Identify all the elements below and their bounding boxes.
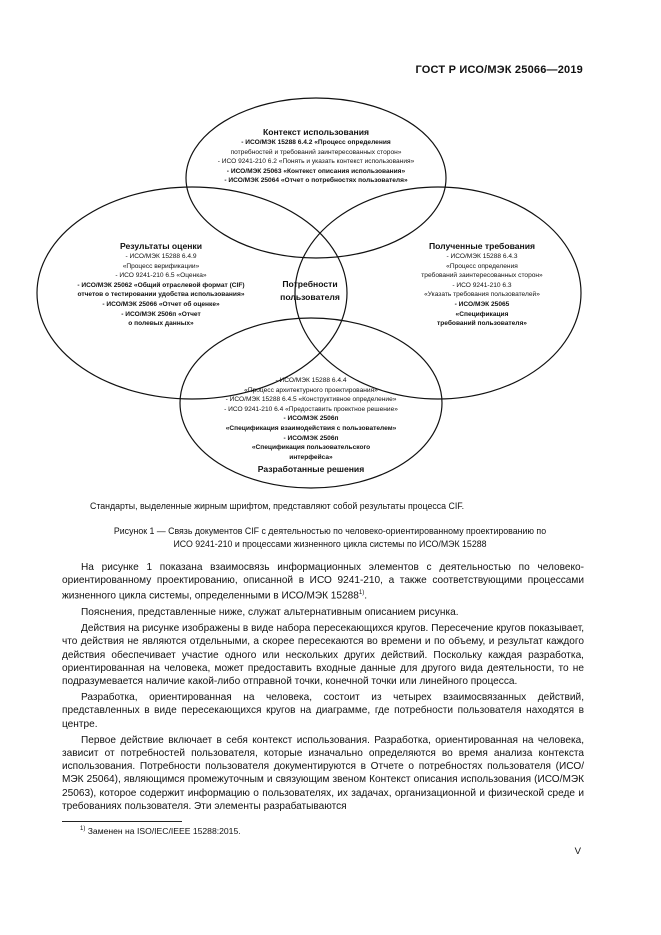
paragraph: Пояснения, представленные ниже, служат альтернативным описанием рисунка. [81, 606, 459, 618]
requirements-line: «Указать требования пользователей» [424, 291, 540, 299]
context-line: - ИСО/МЭК 25064 «Отчет о потребностях пользователя» [224, 177, 408, 185]
evaluation-results-title: Результаты оценки [119, 241, 203, 251]
design-line: - ИСО 9241-210 6.4 «Предоставить проектное решение» [224, 405, 398, 413]
design-line: - ИСО/МЭК 2506п [283, 434, 339, 442]
document-header: ГОСТ Р ИСО/МЭК 25066—2019 [415, 64, 583, 76]
design-line: - ИСО/МЭК 15288 6.4.4 [275, 377, 347, 384]
design-solutions-title: Разработанные решения [257, 464, 365, 475]
body-text [62, 561, 584, 816]
design-line: «Спецификация пользовательского [251, 444, 371, 452]
requirements-line: требований пользователя» [437, 320, 527, 328]
footnote-divider [62, 821, 182, 822]
evaluation-line: отчетов о тестировании удобства использования» [77, 291, 245, 299]
design-line: интерфейса» [289, 453, 333, 461]
paragraph [62, 561, 584, 603]
paragraph-text: На рисунке 1 показана взаимосвязь информационных элементов с деятельностью по человеко-ориентированному проектированию, описанной в ИСО 9241-210, а также соответствующими процессами жизненного цикла системы, определенными в ИСО/МЭК 15288 [62, 562, 584, 602]
page-number: V [574, 846, 581, 857]
footnote-ref: 1) [358, 590, 365, 597]
paragraph: Первое действие включает в себя контекст использования. Разработка, ориентированная на человека, зависит от потребностей пользователя, которые изначально определяются во время анализа контекста использования. Потребности пользователя документируются в Отчете о потребностях пользователя (ИСО/МЭК 25064), являющимся промежуточным и связующим звеном Контекст описания использования (ИСО/МЭК 25063), которое содержит информацию о пользователях, их задачах, организационной и физической среде и требованиях пользователя. Эти элементы разрабатываются [62, 734, 584, 812]
paragraph: Разработка, ориентированная на человека, состоит из четырех взаимосвязанных действий, представленных в виде пересекающихся кругов на диаграмме, где потребности пользователя находятся в центре. [62, 692, 584, 730]
design-line: - ИСО/МЭК 15288 6.4.5 «Конструктивное определение» [225, 396, 397, 404]
caption-line: Рисунок 1 — Связь документов CIF с деятельностью по человеко-ориентированному проектированию по [113, 526, 547, 536]
evaluation-line: - ИСО/МЭК 25062 «Общий отраслевой формат (CIF) [77, 281, 245, 289]
requirements-line: требований заинтересованных сторон» [421, 272, 543, 280]
center-label-line: пользователя [280, 292, 340, 302]
evaluation-line: - ИСО 9241-210 6.5 «Оценка» [115, 272, 207, 280]
paragraph-end: . [364, 590, 368, 602]
figure-note: Стандарты, выделенные жирным шрифтом, представляют собой результаты процесса CIF. [90, 501, 465, 511]
evaluation-line: - ИСО/МЭК 15288 6.4.9 [125, 253, 197, 260]
context-of-use-title: Контекст использования [262, 127, 369, 137]
requirements-line: «Спецификация [455, 310, 509, 318]
evaluation-results-block [36, 240, 286, 329]
context-line: - ИСО 9241-210 6.2 «Понять и указать контекст использования» [217, 158, 415, 166]
design-line: «Процесс архитектурного проектирования» [244, 386, 378, 394]
requirements-line: - ИСО/МЭК 25065 [454, 300, 510, 308]
design-line: - ИСО/МЭК 2506п [283, 415, 339, 423]
requirements-line: - ИСО/МЭК 15288 6.4.3 [446, 253, 518, 260]
requirements-line: - ИСО 9241-210 6.3 [452, 281, 512, 289]
evaluation-line: «Процесс верификации» [122, 262, 200, 270]
context-line: потребностей и требований заинтересованных сторон» [230, 148, 402, 156]
user-requirements-block [372, 240, 592, 329]
evaluation-line: - ИСО/МЭК 25066 «Отчет об оценке» [102, 300, 220, 308]
requirements-line: «Процесс определения [446, 262, 518, 270]
evaluation-line: о полевых данных» [128, 320, 194, 328]
figure-caption [62, 525, 598, 551]
design-line: «Спецификация взаимодействия с пользователем» [225, 424, 397, 432]
footnote-text: Заменен на ISO/IEC/IEEE 15288:2015. [87, 826, 241, 836]
footnote [80, 826, 241, 836]
center-label-line: Потребности [282, 279, 338, 289]
user-requirements-title: Полученные требования [428, 241, 536, 251]
caption-line: ИСО 9241-210 и процессами жизненного цикла системы по ИСО/МЭК 15288 [173, 539, 487, 549]
footnote-marker: 1) [80, 826, 86, 833]
design-solutions-block [176, 376, 446, 475]
context-of-use-block [176, 126, 456, 186]
paragraph: Действия на рисунке изображены в виде набора пересекающихся кругов. Пересечение кругов показывает, что действия не являются отдельными, а скорее пересекаются во времени и по объему, и результат каждого действия обеспечивает участие одного или нескольких других действий. Поскольку каждая разработка, ориентированная на человека, может предоставить входные данные для другого вида деятельности, то не подразумевается наличие какой-либо отправной точки, конечной точки или линейного процесса. [62, 623, 584, 687]
user-needs-center [260, 278, 360, 304]
context-line: - ИСО/МЭК 15288 6.4.2 «Процесс определения [241, 139, 391, 146]
context-line: - ИСО/МЭК 25063 «Контекст описания использования» [226, 167, 406, 175]
evaluation-line: - ИСО/МЭК 2506п «Отчет [121, 310, 201, 318]
